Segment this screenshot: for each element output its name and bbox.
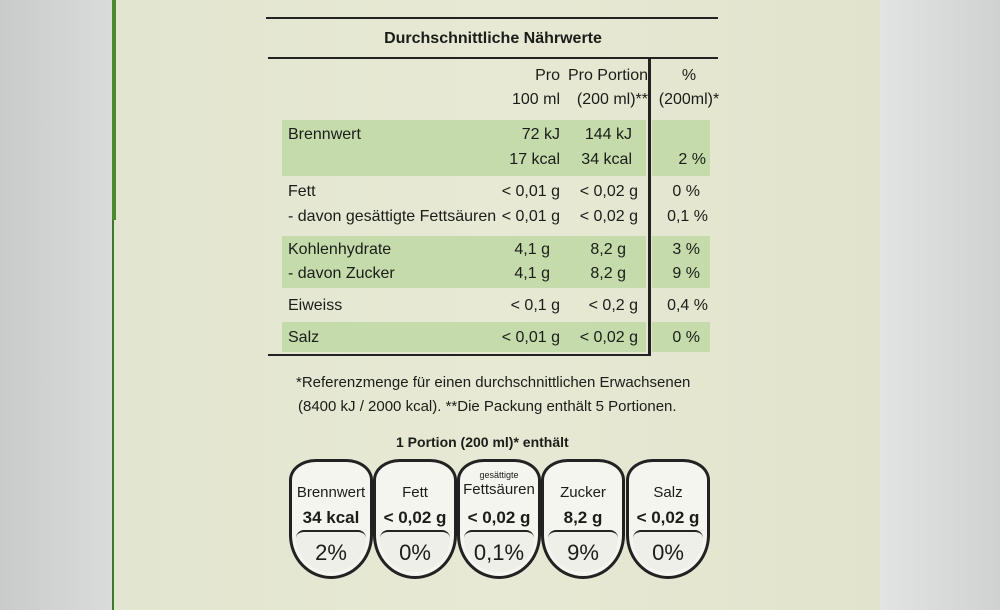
- row-value-pct: 2 %: [678, 151, 706, 168]
- gda-name: Fettsäuren: [463, 481, 535, 498]
- gda-pct: 9%: [567, 540, 599, 565]
- gda-value: < 0,02 g: [636, 508, 700, 527]
- gda-pct-area: [548, 530, 618, 572]
- row-value-100ml: 4,1 g: [514, 241, 550, 258]
- gda-caption: 1 Portion (200 ml)* enthält: [396, 434, 569, 450]
- header-per100-line1: Pro: [535, 67, 560, 84]
- table-title: Durchschnittliche Nährwerte: [384, 30, 602, 47]
- row-value-pct: 9 %: [672, 265, 700, 282]
- gda-badge-sugar: [541, 459, 625, 579]
- background-right: [880, 0, 1000, 610]
- row-value-portion: 8,2 g: [590, 241, 626, 258]
- gda-pct: 2%: [315, 540, 347, 565]
- gda-pct: 0,1%: [473, 540, 525, 565]
- row-value-100ml: < 0,01 g: [501, 329, 560, 346]
- gda-pct-area: [464, 530, 534, 572]
- gda-value: 34 kcal: [302, 508, 360, 527]
- row-label: Kohlenhydrate: [288, 241, 392, 258]
- row-label: Fett: [288, 183, 316, 200]
- carton-edge: [112, 0, 116, 220]
- gda-pct: 0%: [399, 540, 431, 565]
- gda-value: < 0,02 g: [383, 508, 447, 527]
- header-pct-line2: (200ml)*: [658, 91, 720, 108]
- row-value-portion: < 0,2 g: [588, 297, 638, 314]
- row-label: Salz: [288, 329, 320, 346]
- table-bottom-rule: [268, 354, 651, 356]
- row-value-100ml: < 0,01 g: [501, 208, 560, 225]
- row-value-100ml: 72 kJ: [521, 126, 560, 143]
- row-value-100ml: 17 kcal: [509, 151, 560, 168]
- row-value-pct: 0 %: [672, 183, 700, 200]
- gda-pct-area: [633, 530, 703, 572]
- gda-badge-saturates: [457, 459, 541, 579]
- row-value-portion: < 0,02 g: [579, 208, 638, 225]
- gda-name: Salz: [653, 484, 683, 501]
- header-portion-line1: Pro Portion: [567, 67, 648, 84]
- row-label: Eiweiss: [288, 297, 343, 314]
- gda-pct: 0%: [652, 540, 684, 565]
- table-column-divider: [648, 57, 651, 356]
- row-label: Brennwert: [288, 126, 361, 143]
- gda-value: < 0,02 g: [467, 508, 531, 527]
- gda-name: Zucker: [560, 484, 606, 501]
- table-top-rule: [266, 17, 718, 19]
- row-value-pct: 0 %: [672, 329, 700, 346]
- footnote-line1: *Referenzmenge für einen durchschnittlichen Erwachsenen: [296, 374, 691, 391]
- row-value-100ml: 4,1 g: [514, 265, 550, 282]
- row-value-portion: 34 kcal: [581, 151, 632, 168]
- row-label: - davon Zucker: [288, 265, 395, 282]
- footnote-line2: (8400 kJ / 2000 kcal). **Die Packung enthält 5 Portionen.: [298, 398, 677, 415]
- gda-pct-area: [380, 530, 450, 572]
- gda-value: 8,2 g: [563, 508, 603, 527]
- row-value-portion: < 0,02 g: [579, 329, 638, 346]
- gda-badge-energy: [289, 459, 373, 579]
- gda-name: Brennwert: [296, 484, 366, 501]
- row-value-pct: 0,4 %: [667, 297, 708, 314]
- row-value-100ml: < 0,1 g: [510, 297, 560, 314]
- gda-badge-fat: [373, 459, 457, 579]
- gda-name: Fett: [402, 484, 428, 501]
- header-pct-line1: %: [681, 67, 697, 84]
- gda-small-label: gesättigte: [479, 470, 519, 480]
- row-value-portion: 144 kJ: [584, 126, 632, 143]
- row-value-100ml: < 0,01 g: [501, 183, 560, 200]
- header-portion-line2: (200 ml)**: [576, 91, 648, 108]
- gda-pct-area: [296, 530, 366, 572]
- row-label: - davon gesättigte Fettsäuren: [288, 208, 497, 225]
- row-value-pct: 0,1 %: [667, 208, 708, 225]
- background-left: [0, 0, 112, 610]
- row-value-portion: < 0,02 g: [579, 183, 638, 200]
- gda-badge-salt: [626, 459, 710, 579]
- row-value-portion: 8,2 g: [590, 265, 626, 282]
- header-per100-line2: 100 ml: [511, 91, 560, 108]
- row-value-pct: 3 %: [672, 241, 700, 258]
